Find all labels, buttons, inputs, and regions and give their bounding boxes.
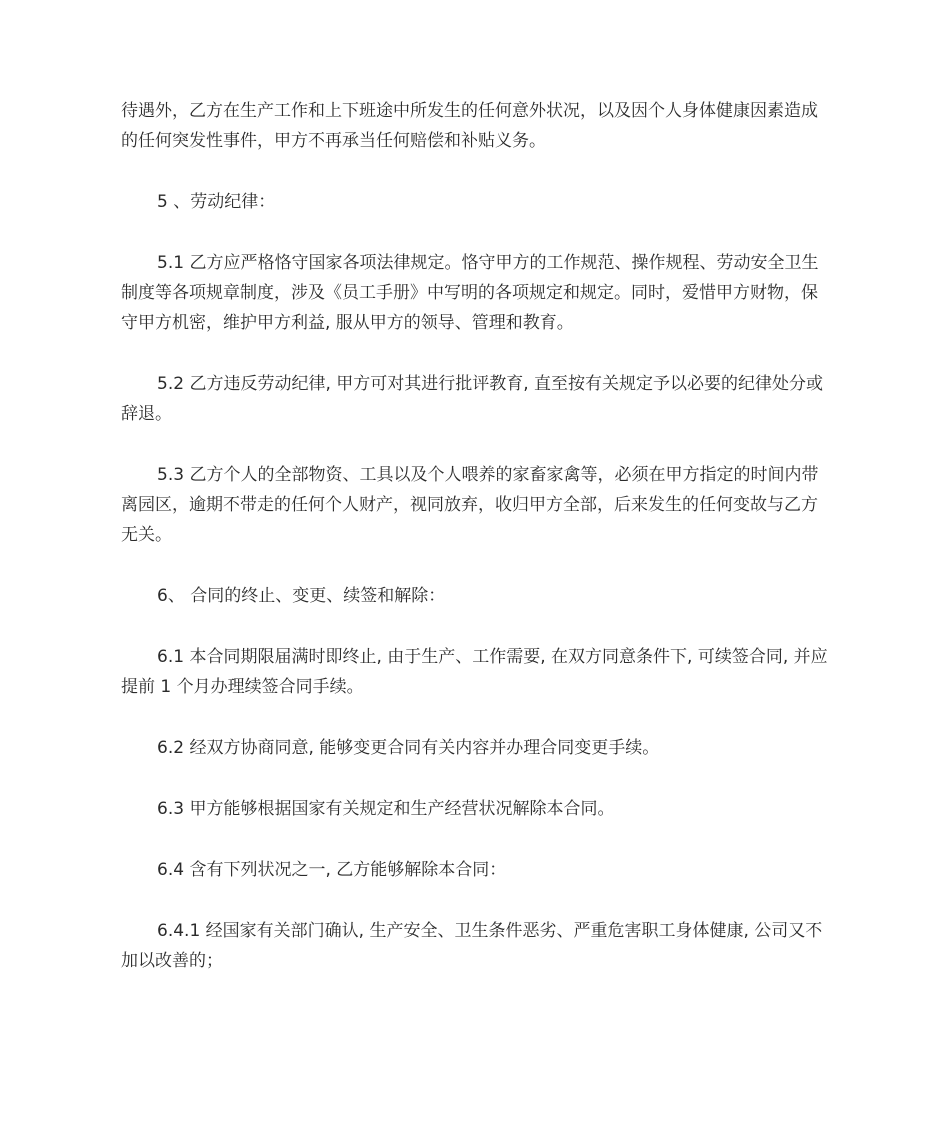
section-heading-labor-discipline: 5 、劳动纪律： [157,192,276,212]
paragraph-continuation: 待遇外，乙方在生产工作和上下班途中所发生的任何意外状况，以及因个人身体健康因素造成的任何突发性事件，甲方不再承当任何赔偿和补贴义务。 [121,101,818,151]
clause-6-2: 6.2 经双方协商同意, 能够变更合同有关内容并办理合同变更手续。 [157,738,660,758]
clause-5-1: 5.1 乙方应严格恪守国家各项法律规定。恪守甲方的工作规范、操作规程、劳动安全卫生制度等各项规章制度，涉及《员工手册》中写明的各项规定和规定。同时，爱惜甲方财物，保守甲方机密，维护甲方利益, 服从甲方的领导、管理和教育。 [121,253,819,333]
clause-6-1: 6.1 本合同期限届满时即终止, 由于生产、工作需要, 在双方同意条件下, 可续签合同, 并应提前 1 个月办理续签合同手续。 [121,647,828,697]
clause-5-3: 5.3 乙方个人的全部物资、工具以及个人喂养的家畜家禽等，必须在甲方指定的时间内带离园区，逾期不带走的任何个人财产，视同放弃，收归甲方全部，后来发生的任何变故与乙方无关。 [121,465,819,545]
clause-6-4: 6.4 含有下列状况之一, 乙方能够解除本合同： [157,860,507,880]
clause-6-4-1: 6.4.1 经国家有关部门确认, 生产安全、卫生条件恶劣、严重危害职工身体健康, 公司又不加以改善的； [121,921,823,971]
section-heading-contract-termination: 6、 合同的终止、变更、续签和解除： [157,586,446,606]
clause-5-2: 5.2 乙方违反劳动纪律, 甲方可对其进行批评教育, 直至按有关规定予以必要的纪律处分或辞退。 [121,374,824,424]
document-body [121,96,833,1007]
clause-6-3: 6.3 甲方能够根据国家有关规定和生产经营状况解除本合同。 [157,799,615,819]
